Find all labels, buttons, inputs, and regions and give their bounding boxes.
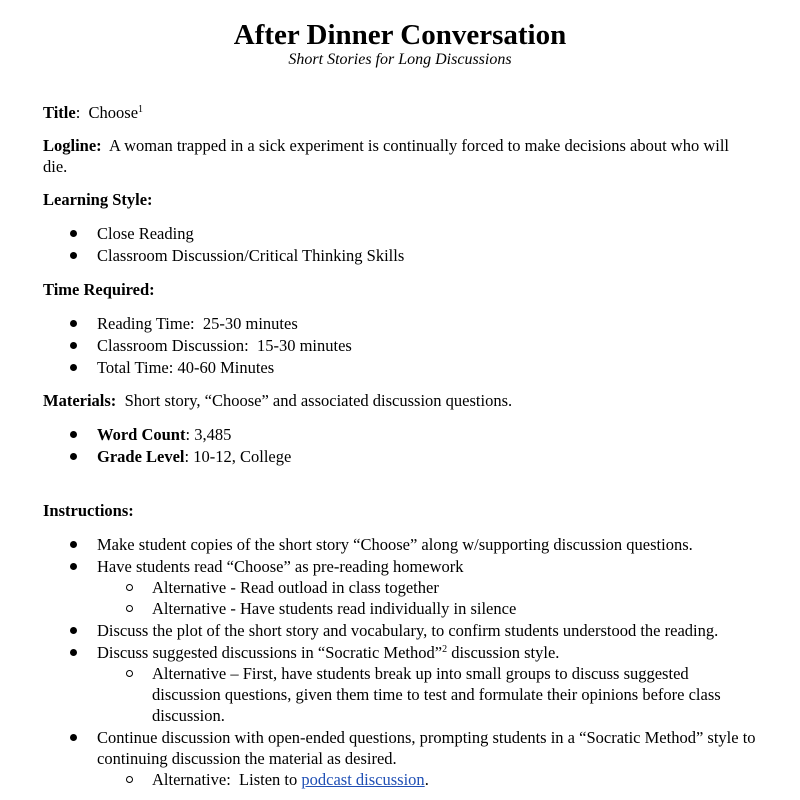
instruction-item-5-sub-1 bbox=[152, 769, 429, 790]
materials-item-grade-level bbox=[97, 446, 291, 467]
learning-style-heading: Learning Style: bbox=[43, 190, 153, 209]
grade-level-label: Grade Level bbox=[97, 447, 185, 466]
title-line bbox=[43, 102, 143, 123]
title-separator: : bbox=[75, 103, 89, 122]
instruction-item-5-sub-1-text: Alternative: Listen to bbox=[152, 770, 302, 789]
bullet-icon bbox=[70, 627, 77, 634]
instruction-item-5: Continue discussion with open-ended questions, prompting students in a “Socratic Method” style to continuing discussion the material as desired. bbox=[97, 728, 756, 768]
grade-level-value: : 10-12, College bbox=[184, 447, 292, 466]
materials-label: Materials: bbox=[43, 391, 117, 410]
bullet-icon bbox=[70, 453, 77, 460]
sub-bullet-icon bbox=[126, 605, 133, 612]
instruction-item-4 bbox=[97, 642, 559, 663]
instruction-item-1: Make student copies of the short story “Choose” along w/supporting discussion questions. bbox=[97, 535, 693, 554]
instruction-item-4-tail: discussion style. bbox=[447, 643, 560, 662]
time-required-item: Total Time: 40-60 Minutes bbox=[97, 358, 275, 377]
time-required-heading: Time Required: bbox=[43, 280, 155, 299]
learning-style-item: Classroom Discussion/Critical Thinking Skills bbox=[97, 246, 405, 265]
word-count-label: Word Count bbox=[97, 425, 186, 444]
footnote-marker-2: 2 bbox=[442, 644, 448, 655]
sub-bullet-icon bbox=[126, 670, 133, 677]
materials-item-word-count bbox=[97, 424, 231, 445]
bullet-icon bbox=[70, 649, 77, 656]
sub-bullet-icon bbox=[126, 584, 133, 591]
bullet-icon bbox=[70, 320, 77, 327]
document-subtitle: Short Stories for Long Discussions bbox=[288, 51, 512, 68]
materials-line bbox=[43, 390, 512, 411]
materials-text: Short story, “Choose” and associated discussion questions. bbox=[124, 391, 513, 410]
instructions-heading: Instructions: bbox=[43, 501, 134, 520]
title-value: Choose bbox=[88, 103, 139, 122]
bullet-icon bbox=[70, 541, 77, 548]
title-label: Title bbox=[43, 103, 76, 122]
bullet-icon bbox=[70, 252, 77, 259]
instruction-item-4-sub-1: Alternative – First, have students break up into small groups to discuss suggested discussion questions, given them time to test and formulate their opinions before class discussion. bbox=[152, 664, 721, 725]
instruction-item-3: Discuss the plot of the short story and vocabulary, to confirm students understood the reading. bbox=[97, 621, 719, 640]
bullet-icon bbox=[70, 734, 77, 741]
learning-style-item: Close Reading bbox=[97, 224, 194, 243]
bullet-icon bbox=[70, 431, 77, 438]
instruction-item-5-sub-1-period: . bbox=[424, 770, 429, 789]
bullet-icon bbox=[70, 364, 77, 371]
logline bbox=[43, 135, 755, 177]
logline-text: A woman trapped in a sick experiment is continually forced to make decisions about who will die. bbox=[43, 136, 729, 176]
instruction-item-4-text: Discuss suggested discussions in “Socratic Method” bbox=[97, 643, 443, 662]
word-count-value: : 3,485 bbox=[185, 425, 232, 444]
instruction-item-2-sub-1: Alternative - Read outload in class together bbox=[152, 578, 439, 597]
bullet-icon bbox=[70, 563, 77, 570]
podcast-discussion-link[interactable]: podcast discussion bbox=[301, 770, 425, 789]
time-required-item: Classroom Discussion: 15-30 minutes bbox=[97, 336, 352, 355]
logline-label: Logline: bbox=[43, 136, 102, 155]
instruction-item-2: Have students read “Choose” as pre-reading homework bbox=[97, 557, 464, 576]
time-required-item: Reading Time: 25-30 minutes bbox=[97, 314, 298, 333]
sub-bullet-icon bbox=[126, 776, 133, 783]
bullet-icon bbox=[70, 342, 77, 349]
document-title: After Dinner Conversation bbox=[233, 19, 567, 51]
instruction-item-2-sub-2: Alternative - Have students read individually in silence bbox=[152, 599, 517, 618]
bullet-icon bbox=[70, 230, 77, 237]
footnote-marker-1: 1 bbox=[138, 104, 144, 115]
